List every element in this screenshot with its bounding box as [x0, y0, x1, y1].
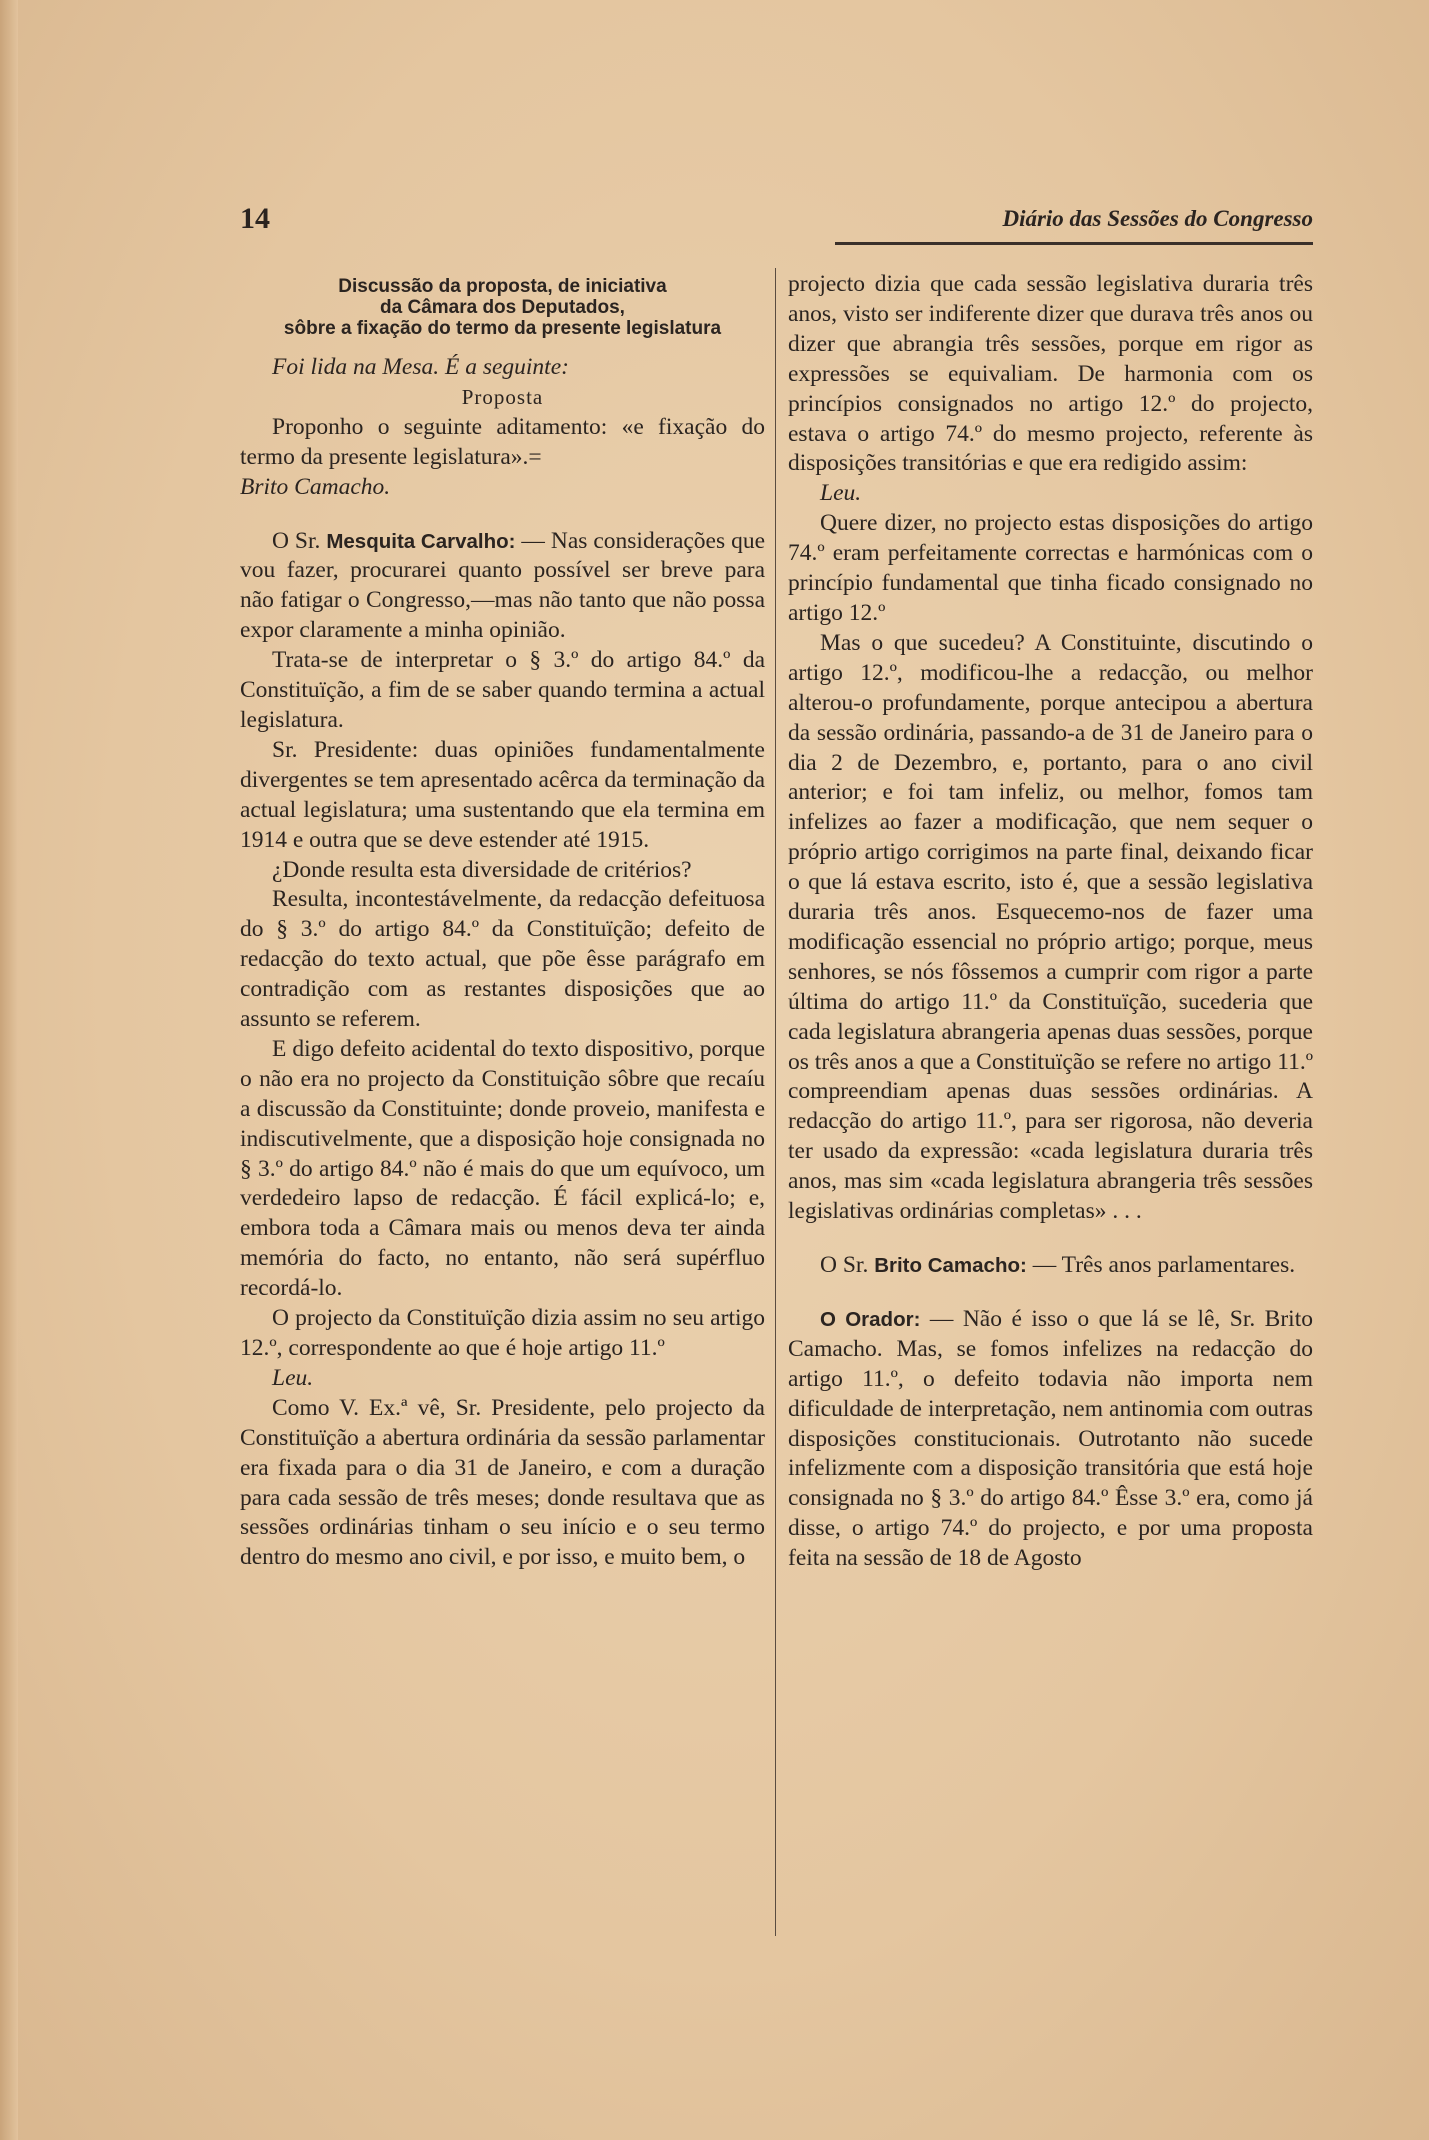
title-line: Discussão da proposta, de iniciativa [338, 276, 667, 297]
page-number: 14 [240, 202, 270, 235]
speech-intro [240, 527, 765, 647]
running-title: Diário das Sessões do Congresso [1002, 206, 1313, 231]
spacer [240, 503, 765, 527]
title-line: da Câmara dos Deputados, [380, 297, 625, 318]
paragraph: Quere dizer, no projecto estas disposições do artigo 74.º eram perfeitamente correctas e harmónicas com o princípio fundamental que tinha ficado consignado no artigo 12.º [788, 510, 1313, 626]
left-column [240, 270, 765, 1573]
interjection [788, 1251, 1313, 1281]
orador-paragraph [788, 1305, 1313, 1574]
paper-edge [0, 0, 18, 2140]
interjection-text: — Três anos parlamentares. [1032, 1252, 1296, 1278]
paragraph: Sr. Presidente: duas opiniões fundamentalmente divergentes se tem apresentado acêrca da terminação da actual legislatura; uma sustentando que ela termina em 1914 e outra que se deve estender até 1915. [240, 736, 765, 853]
proposal-text [240, 413, 765, 503]
proposal-heading: Proposta [461, 384, 544, 409]
speaker-name: Mesquita Carvalho: [326, 529, 516, 553]
paragraph: ¿Donde resulta esta diversidade de critérios? [272, 856, 692, 883]
column-divider [775, 268, 776, 1936]
speaker-name: Brito Camacho: [874, 1254, 1027, 1277]
paragraph: O projecto da Constituïção dizia assim no seu artigo 12.º, correspondente ao que é hoje artigo 11.º [240, 1305, 765, 1361]
speech-prefix: O Sr. [272, 527, 321, 554]
right-column [788, 270, 1313, 1574]
paragraph: Mas o que sucedeu? A Constituinte, discutindo o artigo 12.º, modificou-lhe a redacção, ou melhor alterou-o profundamente, porque antecipou a abertura da sessão ordinária, passando-a de 31 de Janeiro para o dia 2 de Dezembro, e, portanto, para o ano civil anterior; e foi tam infeliz, ou melhor, fomos tam infelizes ao fazer a modificação, que nem sequer o próprio artigo corrigimos na parte final, deixando ficar o que lá estava escrito, isto é, que a sessão legislativa duraria três anos. Esquecemo-nos de fazer uma modificação essencial no próprio artigo; porque, meus senhores, se nós fôssemos a cumprir com rigor a parte última do artigo 11.º da Constituïção, sucederia que cada legislatura abrangeria apenas duas sessões, porque os três anos a que a Constituïção se refere no artigo 11.º compreendiam apenas duas sessões ordinárias. A redacção do artigo 11.º, para ser rigorosa, não deveria ter usado da expressão: «cada legislatura duraria três anos, mas sim «cada legislatura abrangeria três sessões legislativas ordinárias completas» . . . [788, 629, 1313, 1225]
spacer [788, 1281, 1313, 1305]
orador-label: O Orador: [820, 1307, 921, 1331]
stage-direction: Leu. [272, 1364, 314, 1391]
orador-text: — Não é isso o que lá se lê, Sr. Brito Camacho. Mas, se fomos infelizes na redacção do artigo 11.º, o defeito todavia não importa nem dificuldade de interpretação, nem antinomia com outras disposições constitucionais. Outrotanto não sucede infelizmente com a disposição transitória que está hoje consignada no § 3.º do artigo 84.º Êsse 3.º era, como já disse, o artigo 74.º do projecto, e por uma proposta feita na sessão de 18 de Agosto [788, 1305, 1313, 1572]
proposal-signature: Brito Camacho. [240, 473, 391, 500]
stage-direction: Leu. [820, 480, 862, 507]
read-note: Foi lida na Mesa. É a seguinte: [272, 354, 569, 380]
speech-intro-text: — Nas considerações que vou fazer, procurarei quanto possível ser breve para não fatigar o Congresso,—mas não tanto que não possa expor claramente a minha opinião. [240, 527, 765, 644]
proposal-body: Proponho o seguinte aditamento: «e fixação do termo da presente legislatura».= [240, 413, 765, 470]
section-title [240, 276, 765, 339]
paragraph: Trata-se de interpretar o § 3.º do artigo 84.º da Constituïção, a fim de se saber quando termina a actual legislatura. [240, 647, 765, 733]
paragraph: projecto dizia que cada sessão legislativa duraria três anos, visto ser indiferente dizer que durava três anos ou dizer que abrangia três sessões, porque em rigor as expressões se equivaliam. De harmonia com os princípios consignados no artigo 12.º do projecto, estava o artigo 74.º do mesmo projecto, referente às disposições transitórias e que era redigido assim: [788, 271, 1313, 477]
header-rule [835, 242, 1313, 245]
page-header [240, 200, 1313, 250]
paragraph: E digo defeito acidental do texto dispositivo, porque o não era no projecto da Constituição sôbre que recaíu a discussão da Constituinte; donde proveio, manifesta e indiscutivelmente, que a disposição hoje consignada no § 3.º do artigo 84.º não é mais do que um equívoco, um verdedeiro lapso de redacção. É fácil explicá-lo; e, embora toda a Câmara mais ou menos deva ter ainda memória do facto, no entanto, não será supérfluo recordá-lo. [240, 1035, 765, 1302]
interjection-prefix: O Sr. [820, 1252, 869, 1278]
title-line: sôbre a fixação do termo da presente legislatura [283, 318, 722, 339]
spacer [788, 1227, 1313, 1251]
paragraph: Como V. Ex.ª vê, Sr. Presidente, pelo projecto da Constituïção a abertura ordinária da sessão parlamentar era fixada para o dia 31 de Janeiro, e com a duração para cada sessão de três meses; donde resultava que as sessões ordinárias tinham o seu início e o seu termo dentro do mesmo ano civil, e por isso, e muito bem, o [240, 1394, 765, 1571]
paragraph: Resulta, incontestávelmente, da redacção defeituosa do § 3.º do artigo 84.º da Constituïção; defeito de redacção do texto actual, que põe êsse parágrafo em contradição com as restantes disposições que ao assunto se referem. [240, 886, 765, 1033]
